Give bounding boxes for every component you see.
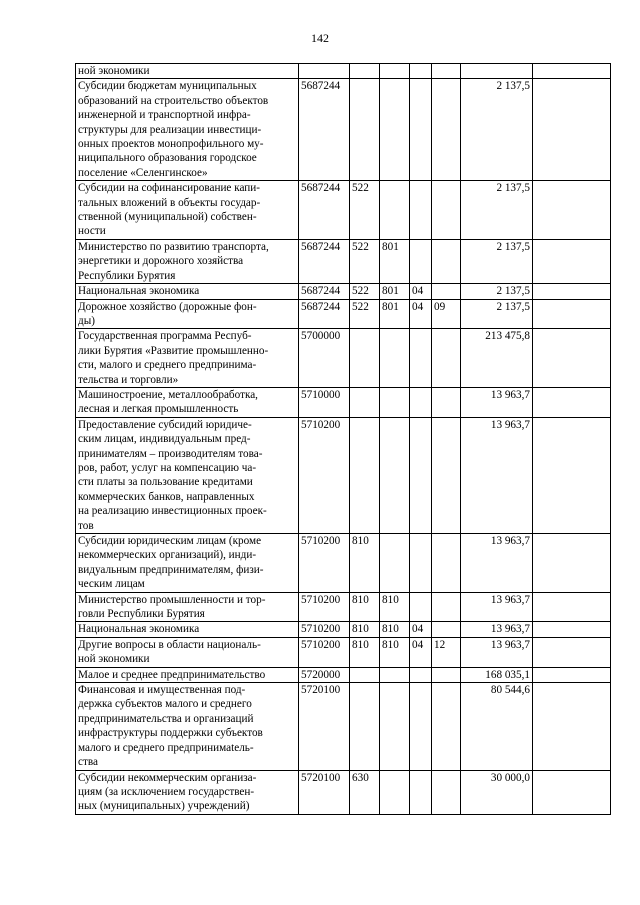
row-extra-cell: [533, 592, 611, 622]
row-subsection-cell: [432, 64, 461, 79]
table-row: [76, 637, 611, 667]
row-ministry-cell: [380, 770, 410, 814]
row-subsection-cell: [432, 770, 461, 814]
budget-table-body: [76, 64, 611, 815]
row-section-cell: 04: [410, 637, 432, 667]
row-ministry-cell: 801: [380, 284, 410, 299]
row-subsection-cell: 12: [432, 637, 461, 667]
row-ministry-cell: [380, 329, 410, 388]
row-expense-type-cell: [350, 667, 380, 682]
row-name-cell: Субсидии бюджетам муниципальных образований на строительство объектов инженерной и транспортной инфра- структуры для реализации инвестици- онных проектов монопрофильного му- ниципального образования городское поселение «Селенгинское»: [76, 79, 299, 181]
row-amount-cell: 80 544,6: [461, 683, 533, 770]
table-row: [76, 534, 611, 593]
page-number: 142: [311, 31, 329, 45]
row-expense-type-cell: 522: [350, 181, 380, 240]
row-extra-cell: [533, 329, 611, 388]
row-ministry-cell: [380, 64, 410, 79]
row-amount-cell: 213 475,8: [461, 329, 533, 388]
row-expense-type-cell: [350, 387, 380, 417]
row-amount-cell: 2 137,5: [461, 79, 533, 181]
row-section-cell: [410, 667, 432, 682]
row-subsection-cell: [432, 622, 461, 637]
row-code-cell: 5710200: [299, 592, 350, 622]
row-section-cell: [410, 64, 432, 79]
table-row: [76, 622, 611, 637]
row-name-cell: Предоставление субсидий юридиче- ским лицам, индивидуальным пред- принимателям – производителям това- ров, работ, услуг на компенсацию ча- сти платы за пользование кредитами коммерческих банков, направленных на реализацию инвестиционных проек- тов: [76, 417, 299, 533]
row-amount-cell: 13 963,7: [461, 637, 533, 667]
row-subsection-cell: [432, 284, 461, 299]
row-amount-cell: 2 137,5: [461, 299, 533, 329]
table-row: [76, 239, 611, 283]
row-extra-cell: [533, 534, 611, 593]
row-extra-cell: [533, 299, 611, 329]
row-amount-cell: 2 137,5: [461, 181, 533, 240]
row-code-cell: 5687244: [299, 284, 350, 299]
row-subsection-cell: [432, 181, 461, 240]
table-row: [76, 79, 611, 181]
row-ministry-cell: [380, 667, 410, 682]
row-name-cell: Малое и среднее предпринимательство: [76, 667, 299, 682]
row-extra-cell: [533, 239, 611, 283]
table-row: [76, 387, 611, 417]
row-section-cell: [410, 239, 432, 283]
row-section-cell: [410, 181, 432, 240]
row-expense-type-cell: [350, 64, 380, 79]
row-subsection-cell: [432, 417, 461, 533]
row-ministry-cell: [380, 79, 410, 181]
row-expense-type-cell: [350, 683, 380, 770]
row-expense-type-cell: [350, 329, 380, 388]
row-expense-type-cell: [350, 79, 380, 181]
row-expense-type-cell: 810: [350, 534, 380, 593]
row-section-cell: [410, 387, 432, 417]
row-amount-cell: 2 137,5: [461, 284, 533, 299]
row-subsection-cell: [432, 667, 461, 682]
row-section-cell: [410, 683, 432, 770]
table-row: [76, 299, 611, 329]
row-ministry-cell: [380, 417, 410, 533]
row-name-cell: Другие вопросы в области националь- ной экономики: [76, 637, 299, 667]
row-code-cell: 5687244: [299, 299, 350, 329]
row-section-cell: [410, 417, 432, 533]
table-row: [76, 667, 611, 682]
row-subsection-cell: [432, 534, 461, 593]
row-code-cell: 5687244: [299, 181, 350, 240]
row-code-cell: 5710200: [299, 417, 350, 533]
row-ministry-cell: [380, 387, 410, 417]
row-extra-cell: [533, 683, 611, 770]
row-code-cell: 5687244: [299, 239, 350, 283]
row-expense-type-cell: 522: [350, 299, 380, 329]
row-code-cell: 5720100: [299, 683, 350, 770]
row-name-cell: Национальная экономика: [76, 622, 299, 637]
row-section-cell: 04: [410, 622, 432, 637]
row-section-cell: [410, 592, 432, 622]
row-expense-type-cell: 810: [350, 592, 380, 622]
row-code-cell: 5710200: [299, 622, 350, 637]
row-name-cell: Министерство промышленности и тор- говли Республики Бурятия: [76, 592, 299, 622]
row-section-cell: 04: [410, 284, 432, 299]
row-section-cell: 04: [410, 299, 432, 329]
row-name-cell: Национальная экономика: [76, 284, 299, 299]
table-row: [76, 181, 611, 240]
row-section-cell: [410, 329, 432, 388]
row-amount-cell: 168 035,1: [461, 667, 533, 682]
row-name-cell: Государственная программа Респуб- лики Бурятия «Развитие промышленно- сти, малого и среднего предпринима- тельства и торговли»: [76, 329, 299, 388]
row-extra-cell: [533, 284, 611, 299]
row-code-cell: 5710200: [299, 637, 350, 667]
row-code-cell: 5710000: [299, 387, 350, 417]
table-row: [76, 770, 611, 814]
row-name-cell: ной экономики: [76, 64, 299, 79]
row-amount-cell: 30 000,0: [461, 770, 533, 814]
row-subsection-cell: [432, 79, 461, 181]
row-subsection-cell: [432, 329, 461, 388]
row-expense-type-cell: 810: [350, 622, 380, 637]
row-name-cell: Финансовая и имущественная под- держка субъектов малого и среднего предпринимательства и организаций инфраструктуры поддержки субъектов малого и среднего предпринимatель- ства: [76, 683, 299, 770]
row-extra-cell: [533, 417, 611, 533]
row-code-cell: [299, 64, 350, 79]
row-subsection-cell: [432, 387, 461, 417]
row-extra-cell: [533, 387, 611, 417]
row-amount-cell: 13 963,7: [461, 592, 533, 622]
row-extra-cell: [533, 637, 611, 667]
row-code-cell: 5720000: [299, 667, 350, 682]
row-subsection-cell: [432, 683, 461, 770]
row-code-cell: 5687244: [299, 79, 350, 181]
row-code-cell: 5700000: [299, 329, 350, 388]
row-extra-cell: [533, 667, 611, 682]
row-name-cell: Министерство по развитию транспорта, энергетики и дорожного хозяйства Республики Бурятия: [76, 239, 299, 283]
table-row: [76, 417, 611, 533]
row-code-cell: 5720100: [299, 770, 350, 814]
row-extra-cell: [533, 770, 611, 814]
row-amount-cell: 13 963,7: [461, 622, 533, 637]
row-amount-cell: [461, 64, 533, 79]
row-expense-type-cell: 810: [350, 637, 380, 667]
row-name-cell: Субсидии на софинансирование капи- тальных вложений в объекты государ- ственной (муниципальной) собствен- ности: [76, 181, 299, 240]
row-code-cell: 5710200: [299, 534, 350, 593]
row-amount-cell: 13 963,7: [461, 387, 533, 417]
row-subsection-cell: [432, 239, 461, 283]
row-section-cell: [410, 534, 432, 593]
table-row: [76, 284, 611, 299]
row-section-cell: [410, 770, 432, 814]
row-expense-type-cell: [350, 417, 380, 533]
row-ministry-cell: 810: [380, 622, 410, 637]
row-ministry-cell: [380, 683, 410, 770]
row-amount-cell: 2 137,5: [461, 239, 533, 283]
row-section-cell: [410, 79, 432, 181]
row-expense-type-cell: 522: [350, 239, 380, 283]
row-name-cell: Субсидии некоммерческим организа- циям (за исключением государствен- ных (муниципальных) учреждений): [76, 770, 299, 814]
row-ministry-cell: 801: [380, 239, 410, 283]
row-extra-cell: [533, 79, 611, 181]
row-name-cell: Субсидии юридическим лицам (кроме некоммерческих организаций), инди- видуальным предпринимателям, физи- ческим лицам: [76, 534, 299, 593]
row-extra-cell: [533, 64, 611, 79]
row-expense-type-cell: 522: [350, 284, 380, 299]
row-ministry-cell: 810: [380, 637, 410, 667]
row-amount-cell: 13 963,7: [461, 417, 533, 533]
table-row: [76, 592, 611, 622]
row-subsection-cell: [432, 592, 461, 622]
row-name-cell: Дорожное хозяйство (дорожные фон- ды): [76, 299, 299, 329]
row-subsection-cell: 09: [432, 299, 461, 329]
table-row: [76, 329, 611, 388]
row-ministry-cell: 810: [380, 592, 410, 622]
row-amount-cell: 13 963,7: [461, 534, 533, 593]
row-extra-cell: [533, 622, 611, 637]
table-row: [76, 64, 611, 79]
budget-table: [75, 63, 611, 815]
row-ministry-cell: 801: [380, 299, 410, 329]
table-row: [76, 683, 611, 770]
row-extra-cell: [533, 181, 611, 240]
row-ministry-cell: [380, 534, 410, 593]
row-name-cell: Машиностроение, металлообработка, лесная и легкая промышленность: [76, 387, 299, 417]
row-expense-type-cell: 630: [350, 770, 380, 814]
row-ministry-cell: [380, 181, 410, 240]
